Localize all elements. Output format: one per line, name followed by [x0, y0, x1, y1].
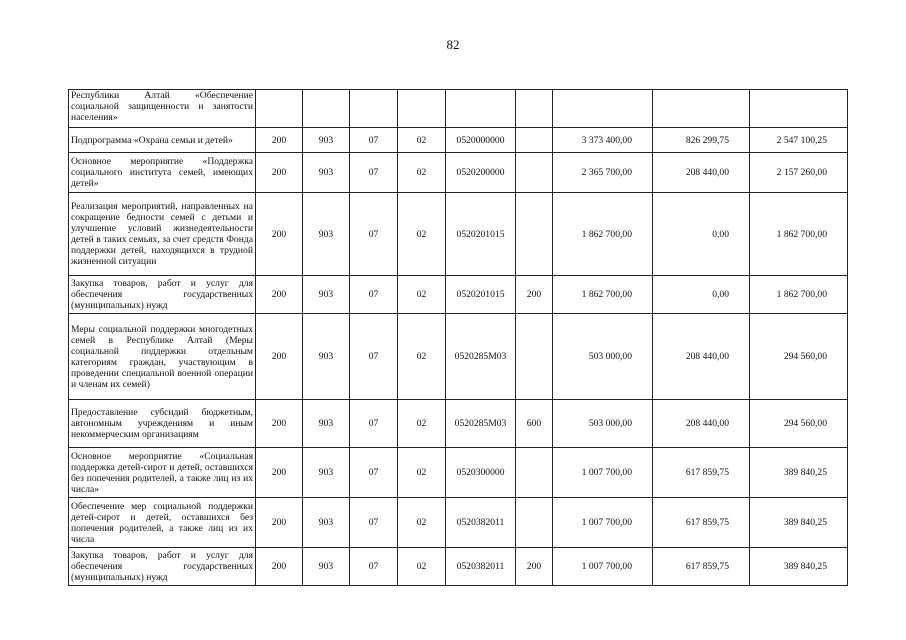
amount-1-cell: 208 440,00: [653, 400, 750, 448]
amount-2-cell: 294 560,00: [750, 400, 848, 448]
expense-type-cell: [516, 498, 553, 548]
subsection-code-cell: 02: [398, 448, 446, 498]
dept-code-cell: 903: [303, 498, 350, 548]
amount-1-cell: 0,00: [653, 193, 750, 276]
admin-code-cell: 200: [256, 548, 303, 586]
expense-type-cell: 600: [516, 400, 553, 448]
dept-code-cell: 903: [303, 153, 350, 193]
subsection-code-cell: 02: [398, 498, 446, 548]
section-code-cell: 07: [350, 498, 398, 548]
amount-1-cell: [653, 90, 750, 128]
amount-2-cell: 1 862 700,00: [750, 276, 848, 314]
dept-code-cell: 903: [303, 276, 350, 314]
admin-code-cell: 200: [256, 448, 303, 498]
total-amount-cell: 1 007 700,00: [553, 548, 653, 586]
subsection-code-cell: 02: [398, 548, 446, 586]
budget-table: [68, 89, 848, 586]
target-article-cell: 0520382011: [446, 548, 516, 586]
amount-1-cell: 617 859,75: [653, 548, 750, 586]
dept-code-cell: 903: [303, 400, 350, 448]
total-amount-cell: 503 000,00: [553, 400, 653, 448]
expense-type-cell: [516, 128, 553, 153]
total-amount-cell: 2 365 700,00: [553, 153, 653, 193]
target-article-cell: [446, 90, 516, 128]
subsection-code-cell: 02: [398, 400, 446, 448]
row-name-cell: Закупка товаров, работ и услуг для обеспечения государственных (муниципальных) нужд: [69, 276, 256, 314]
section-code-cell: 07: [350, 400, 398, 448]
subsection-code-cell: 02: [398, 276, 446, 314]
total-amount-cell: [553, 90, 653, 128]
amount-2-cell: 1 862 700,00: [750, 193, 848, 276]
amount-2-cell: [750, 90, 848, 128]
target-article-cell: 0520285M03: [446, 400, 516, 448]
total-amount-cell: 1 007 700,00: [553, 448, 653, 498]
target-article-cell: 0520285M03: [446, 314, 516, 400]
row-name-cell: Закупка товаров, работ и услуг для обеспечения государственных (муниципальных) нужд: [69, 548, 256, 586]
row-name-cell: Основное мероприятие «Социальная поддержка детей-сирот и детей, оставшихся без попечения родителей, а также лиц из их числа»: [69, 448, 256, 498]
dept-code-cell: [303, 90, 350, 128]
total-amount-cell: 1 007 700,00: [553, 498, 653, 548]
total-amount-cell: 1 862 700,00: [553, 276, 653, 314]
dept-code-cell: 903: [303, 548, 350, 586]
table-row: [69, 153, 848, 193]
page-number: 82: [446, 37, 460, 52]
amount-1-cell: 617 859,75: [653, 448, 750, 498]
admin-code-cell: 200: [256, 153, 303, 193]
table-row: [69, 90, 848, 128]
target-article-cell: 0520201015: [446, 193, 516, 276]
admin-code-cell: 200: [256, 128, 303, 153]
expense-type-cell: [516, 90, 553, 128]
section-code-cell: 07: [350, 314, 398, 400]
subsection-code-cell: 02: [398, 128, 446, 153]
dept-code-cell: 903: [303, 448, 350, 498]
target-article-cell: 0520200000: [446, 153, 516, 193]
row-name-cell: Основное мероприятие «Поддержка социального института семей, имеющих детей»: [69, 153, 256, 193]
admin-code-cell: [256, 90, 303, 128]
section-code-cell: 07: [350, 548, 398, 586]
amount-2-cell: 2 547 100,25: [750, 128, 848, 153]
amount-2-cell: 389 840,25: [750, 498, 848, 548]
row-name-cell: Предоставление субсидий бюджетным, автономным учреждениям и иным некоммерческим организациям: [69, 400, 256, 448]
admin-code-cell: 200: [256, 193, 303, 276]
expense-type-cell: [516, 448, 553, 498]
admin-code-cell: 200: [256, 276, 303, 314]
amount-2-cell: 2 157 260,00: [750, 153, 848, 193]
total-amount-cell: 1 862 700,00: [553, 193, 653, 276]
dept-code-cell: 903: [303, 128, 350, 153]
amount-1-cell: 617 859,75: [653, 498, 750, 548]
expense-type-cell: [516, 314, 553, 400]
row-name-cell: Меры социальной поддержки многодетных семей в Республике Алтай (Меры социальной поддержки отдельным категориям граждан, участвующим в проведении специальной военной операции и членам их семей): [69, 314, 256, 400]
section-code-cell: 07: [350, 153, 398, 193]
table-row: [69, 128, 848, 153]
expense-type-cell: 200: [516, 548, 553, 586]
expense-type-cell: 200: [516, 276, 553, 314]
table-row: [69, 193, 848, 276]
total-amount-cell: 3 373 400,00: [553, 128, 653, 153]
table-row: [69, 448, 848, 498]
target-article-cell: 0520000000: [446, 128, 516, 153]
subsection-code-cell: [398, 90, 446, 128]
subsection-code-cell: 02: [398, 314, 446, 400]
table-row: [69, 314, 848, 400]
row-name-cell: Подпрограмма «Охрана семьи и детей»: [69, 128, 256, 153]
amount-2-cell: 389 840,25: [750, 548, 848, 586]
subsection-code-cell: 02: [398, 153, 446, 193]
amount-1-cell: 0,00: [653, 276, 750, 314]
section-code-cell: 07: [350, 128, 398, 153]
amount-1-cell: 826 299,75: [653, 128, 750, 153]
row-name-cell: Реализация мероприятий, направленных на сокращение бедности семей с детьми и улучшение условий жизнедеятельности детей в таких семьях, за счет средств Фонда поддержки детей, находящихся в трудной жизненной ситуации: [69, 193, 256, 276]
section-code-cell: [350, 90, 398, 128]
table-row: [69, 498, 848, 548]
target-article-cell: 0520201015: [446, 276, 516, 314]
admin-code-cell: 200: [256, 400, 303, 448]
amount-1-cell: 208 440,00: [653, 153, 750, 193]
section-code-cell: 07: [350, 448, 398, 498]
target-article-cell: 0520382011: [446, 498, 516, 548]
amount-1-cell: 208 440,00: [653, 314, 750, 400]
expense-type-cell: [516, 193, 553, 276]
admin-code-cell: 200: [256, 314, 303, 400]
section-code-cell: 07: [350, 276, 398, 314]
target-article-cell: 0520300000: [446, 448, 516, 498]
dept-code-cell: 903: [303, 193, 350, 276]
subsection-code-cell: 02: [398, 193, 446, 276]
total-amount-cell: 503 000,00: [553, 314, 653, 400]
table-row: [69, 400, 848, 448]
section-code-cell: 07: [350, 193, 398, 276]
expense-type-cell: [516, 153, 553, 193]
table-body: [69, 90, 848, 586]
admin-code-cell: 200: [256, 498, 303, 548]
row-name-cell: Республики Алтай «Обеспечение социальной защищенности и занятости населения»: [69, 90, 256, 128]
amount-2-cell: 294 560,00: [750, 314, 848, 400]
dept-code-cell: 903: [303, 314, 350, 400]
row-name-cell: Обеспечение мер социальной поддержки детей-сирот и детей, оставшихся без попечения родителей, а также лиц из их числа: [69, 498, 256, 548]
table-row: [69, 276, 848, 314]
amount-2-cell: 389 840,25: [750, 448, 848, 498]
table-row: [69, 548, 848, 586]
